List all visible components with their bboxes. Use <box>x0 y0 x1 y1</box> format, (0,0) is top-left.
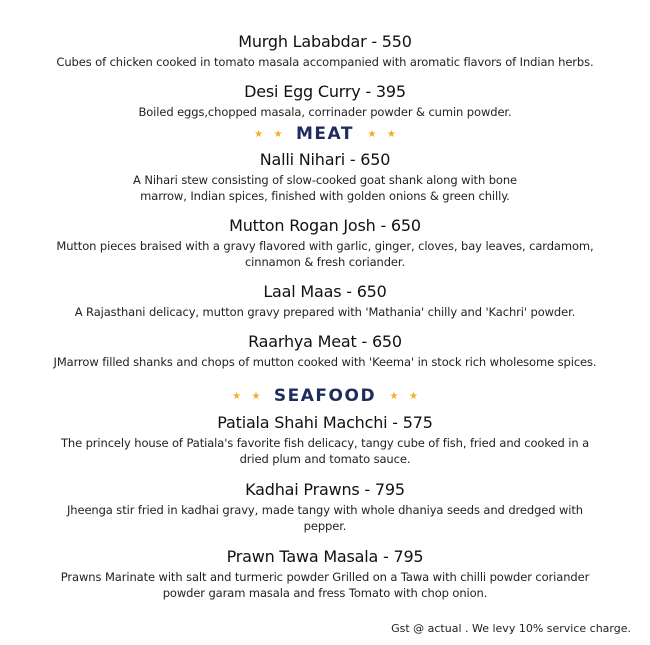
dish-name: Kadhai Prawns - 795 <box>245 480 405 499</box>
dish-description: JMarrow filled shanks and chops of mutton cooked with 'Keema' in stock rich wholesome spices. <box>53 355 597 369</box>
menu-item <box>0 547 650 601</box>
dish-description: Cubes of chicken cooked in tomato masala accompanied with aromatic flavors of Indian herbs. <box>56 55 594 69</box>
menu-item <box>0 32 650 70</box>
dish-description: Prawns Marinate with salt and turmeric powder Grilled on a Tawa with chilli powder coriander powder garam masala and fress Tomato with chop onion. <box>60 570 590 600</box>
dish-name: Prawn Tawa Masala - 795 <box>226 547 424 566</box>
menu-item <box>0 282 650 320</box>
dish-name: Nalli Nihari - 650 <box>259 150 391 169</box>
dish-name: Laal Maas - 650 <box>263 282 387 301</box>
section-heading-meat <box>0 124 650 144</box>
dish-name: Raarhya Meat - 650 <box>248 332 402 351</box>
star-icon: ★ <box>251 390 261 402</box>
section-heading-seafood <box>0 386 650 406</box>
menu-item <box>0 480 650 534</box>
dish-description: The princely house of Patiala's favorite fish delicacy, tangy cube of fish, fried and cooked in a dried plum and tomato sauce. <box>60 436 590 466</box>
menu-item <box>0 332 650 370</box>
dish-name: Murgh Lababdar - 550 <box>238 32 412 51</box>
menu-item <box>0 413 650 467</box>
star-icon: ★ <box>273 128 283 140</box>
dish-description: Mutton pieces braised with a gravy flavored with garlic, ginger, cloves, bay leaves, cardamom, cinnamon & fresh coriander. <box>56 239 594 269</box>
footer-note: Gst @ actual . We levy 10% service charge. <box>391 622 631 635</box>
menu-item <box>0 150 650 204</box>
star-icon: ★ <box>386 128 396 140</box>
dish-name: Desi Egg Curry - 395 <box>244 82 406 101</box>
star-icon: ★ <box>232 390 242 402</box>
star-icon: ★ <box>408 390 418 402</box>
dish-description: A Nihari stew consisting of slow-cooked goat shank along with bone marrow, Indian spices, finished with golden onions & green chilly. <box>133 173 517 203</box>
dish-description: A Rajasthani delicacy, mutton gravy prepared with 'Mathania' chilly and 'Kachri' powder. <box>74 305 576 319</box>
dish-description: Jheenga stir fried in kadhai gravy, made tangy with whole dhaniya seeds and dredged with pepper. <box>66 503 583 533</box>
menu-item <box>0 216 650 270</box>
menu-item <box>0 82 650 120</box>
dish-name: Mutton Rogan Josh - 650 <box>229 216 421 235</box>
star-icon: ★ <box>367 128 377 140</box>
star-icon: ★ <box>389 390 399 402</box>
section-title: MEAT <box>296 124 354 144</box>
dish-name: Patiala Shahi Machchi - 575 <box>217 413 433 432</box>
star-icon: ★ <box>254 128 264 140</box>
section-title: SEAFOOD <box>273 386 377 406</box>
dish-description: Boiled eggs,chopped masala, corrinader powder & cumin powder. <box>138 105 512 119</box>
